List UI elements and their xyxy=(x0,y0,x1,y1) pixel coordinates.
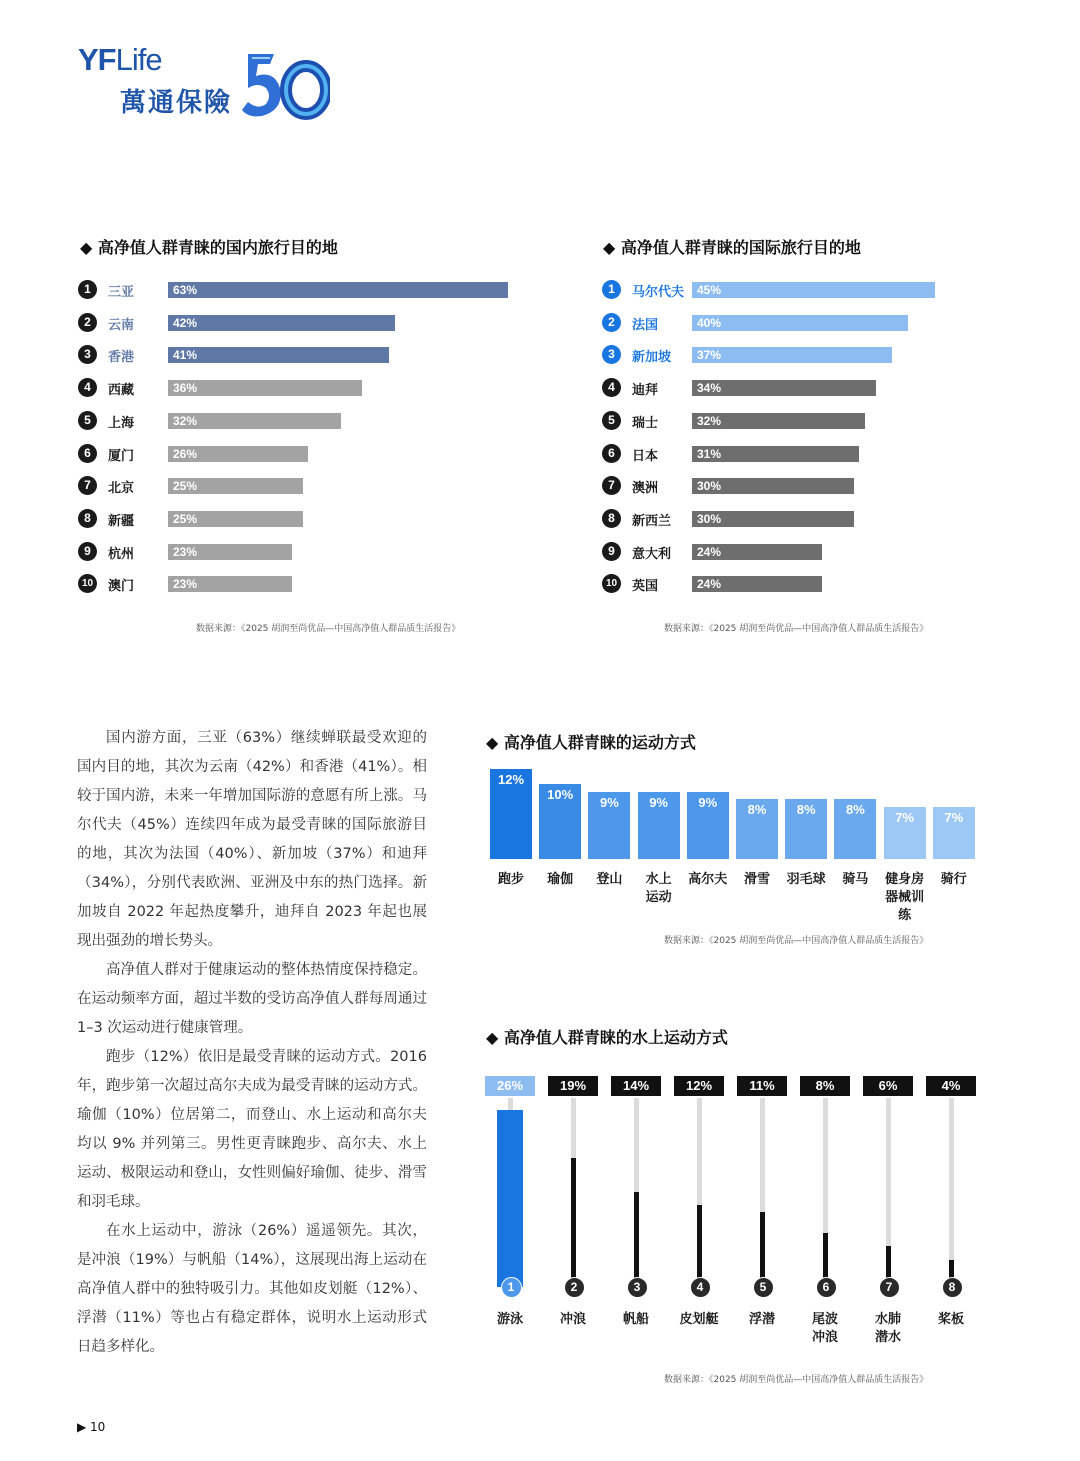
value-badge: 19% xyxy=(548,1076,598,1096)
bar xyxy=(571,1158,576,1287)
destination-label: 新西兰 xyxy=(632,513,672,529)
bar-value-label: 24% xyxy=(697,544,722,559)
rank-badge: 3 xyxy=(78,345,97,364)
bar-value-label: 9% xyxy=(698,794,718,810)
water-sport-label: 水肺 潜水 xyxy=(874,1312,901,1345)
rank-row xyxy=(78,540,518,564)
rank-badge: 4 xyxy=(78,378,97,397)
rank-row xyxy=(78,278,518,302)
destination-label: 新疆 xyxy=(108,513,135,529)
destination-label: 厦门 xyxy=(108,448,135,464)
bar-value-label: 45% xyxy=(697,283,722,297)
water-sport-label: 尾波 冲浪 xyxy=(811,1312,838,1345)
value-badge: 26% xyxy=(485,1076,535,1096)
bar-value-label: 7% xyxy=(895,809,914,825)
international-chart-title: ◆ 高净值人群青睐的国际旅行目的地 xyxy=(603,238,861,257)
bar-value-label: 63% xyxy=(173,283,198,297)
destination-label: 新加坡 xyxy=(632,350,672,366)
rank-badge: 8 xyxy=(942,1277,963,1298)
value-badge: 12% xyxy=(674,1076,724,1096)
paragraph: 在水上运动中，游泳（26%）遥遥领先。其次，是冲浪（19%）与帆船（14%），这展现出海上运动在高净值人群中的独特吸引力。其他如皮划艇（12%）、浮潜（11%）等也占有稳定群体，说明水上运动形式日趋多样化。 xyxy=(77,1223,427,1355)
water-chart-title: ◆ 高净值人群青睐的水上运动方式 xyxy=(486,1028,728,1047)
bar-value-label: 32% xyxy=(173,413,198,428)
domestic-source: 数据来源：《2025 胡润至尚优品—中国高净值人群品质生活报告》 xyxy=(196,624,461,634)
sport-label: 骑马 xyxy=(842,872,869,887)
international-source: 数据来源：《2025 胡润至尚优品—中国高净值人群品质生活报告》 xyxy=(664,624,929,634)
rank-row xyxy=(602,409,1042,433)
rank-badge: 2 xyxy=(564,1277,585,1298)
bar xyxy=(168,478,303,494)
value-badge: 14% xyxy=(611,1076,661,1096)
bar-value-label: 32% xyxy=(697,413,722,428)
rank-badge: 6 xyxy=(602,444,621,463)
bar-value-label: 34% xyxy=(697,381,722,396)
bar-value-label: 30% xyxy=(697,479,722,494)
bar-value-label: 8% xyxy=(747,802,767,817)
sport-bar xyxy=(933,807,975,860)
bar xyxy=(168,347,389,363)
rank-badge: 5 xyxy=(78,411,97,430)
bar xyxy=(692,511,854,527)
bar-value-label: 24% xyxy=(697,577,722,592)
destination-label: 北京 xyxy=(108,481,135,497)
rank-badge: 3 xyxy=(627,1277,648,1298)
rank-row xyxy=(78,507,518,531)
bar-value-label: 9% xyxy=(649,794,668,810)
bar xyxy=(692,478,854,494)
destination-label: 日本 xyxy=(632,448,659,464)
domestic-chart-title: ◆ 高净值人群青睐的国内旅行目的地 xyxy=(80,238,338,257)
bar-value-label: 37% xyxy=(697,348,722,363)
rank-badge: 7 xyxy=(602,476,621,495)
water-sport-label: 桨板 xyxy=(937,1312,964,1327)
rank-badge: 10 xyxy=(78,574,97,593)
rank-badge: 9 xyxy=(78,542,97,561)
sport-label: 水上 运动 xyxy=(645,872,672,905)
rank-row xyxy=(602,311,1042,335)
sports-chart-title: ◆ 高净值人群青睐的运动方式 xyxy=(486,733,696,752)
rank-row xyxy=(602,376,1042,400)
rank-row xyxy=(602,540,1042,564)
paragraph: 高净值人群对于健康运动的整体热情度保持稳定。在运动频率方面，超过半数的受访高净值人群每周通过 1–3 次运动进行健康管理。 xyxy=(77,962,427,1036)
bar-value-label: 8% xyxy=(796,802,816,817)
water-sport-label: 游泳 xyxy=(496,1312,523,1327)
bar-value-label: 10% xyxy=(547,787,574,802)
sport-label: 滑雪 xyxy=(743,872,770,887)
destination-label: 云南 xyxy=(108,317,135,333)
rank-badge: 3 xyxy=(602,345,621,364)
bar-value-label: 41% xyxy=(173,348,198,363)
rank-badge: 2 xyxy=(78,313,97,332)
bar xyxy=(692,413,865,429)
rank-badge: 1 xyxy=(602,280,621,299)
sport-bar xyxy=(638,792,680,860)
value-badge: 4% xyxy=(926,1076,976,1096)
sport-bar xyxy=(785,799,827,859)
rank-row xyxy=(78,474,518,498)
sport-bar xyxy=(834,799,876,859)
rank-badge: 10 xyxy=(602,574,621,593)
water-sport-label: 冲浪 xyxy=(559,1312,586,1327)
rank-badge: 1 xyxy=(78,280,97,299)
bar xyxy=(692,347,892,363)
rank-row xyxy=(78,343,518,367)
rank-badge: 6 xyxy=(78,444,97,463)
paragraph: 国内游方面，三亚（63%）继续蝉联最受欢迎的国内目的地，其次为云南（42%）和香港（41%）。相较于国内游，未来一年增加国际游的意愿有所上涨。马尔代夫（45%）连续四年成为最受青睐的国际旅游目的地，其次为法国（40%）、新加坡（37%）和迪拜（34%），分别代表欧洲、亚洲及中东的热门选择。新加坡自 2022 年起热度攀升，迪拜自 2023 年起也展现出强劲的增长势头。 xyxy=(77,730,427,949)
rank-row xyxy=(602,507,1042,531)
rank-badge: 8 xyxy=(602,509,621,528)
bar xyxy=(168,544,292,560)
rank-row xyxy=(602,442,1042,466)
value-badge: 6% xyxy=(863,1076,913,1096)
paragraph: 跑步（12%）依旧是最受青睐的运动方式。2016 年，跑步第一次超过高尔夫成为最受青睐的运动方式。瑜伽（10%）位居第二，而登山、水上运动和高尔夫均以 9% 并列第三。男性更青睐跑步、高尔夫、水上运动、极限运动和登山，女性则偏好瑜伽、徒步、滑雪和羽毛球。 xyxy=(77,1049,427,1210)
sport-label: 骑行 xyxy=(940,872,967,887)
sport-bar xyxy=(687,792,729,860)
bar xyxy=(168,380,362,396)
brand-logo-text: YFLife xyxy=(78,42,162,77)
destination-label: 英国 xyxy=(632,579,659,595)
bar xyxy=(168,282,508,298)
sport-label: 高尔夫 xyxy=(688,872,728,887)
water-sport-label: 皮划艇 xyxy=(679,1312,719,1327)
sport-label: 健身房 器械训练 xyxy=(885,872,925,923)
rank-row xyxy=(78,409,518,433)
sport-bar xyxy=(884,807,926,860)
rank-row xyxy=(78,442,518,466)
bar xyxy=(692,282,935,298)
rank-row xyxy=(78,572,518,596)
rank-badge: 4 xyxy=(602,378,621,397)
bar-value-label: 23% xyxy=(173,544,198,559)
bar xyxy=(697,1205,702,1287)
bar xyxy=(168,413,341,429)
sport-label: 登山 xyxy=(596,872,623,887)
bar-value-label: 36% xyxy=(173,381,198,396)
destination-label: 三亚 xyxy=(108,285,135,300)
bar-track xyxy=(949,1098,954,1287)
sport-label: 跑步 xyxy=(497,872,524,887)
bar xyxy=(692,380,876,396)
body-text xyxy=(77,724,427,1362)
brand-name-cn: 萬通保險 xyxy=(120,88,233,118)
bar xyxy=(760,1212,765,1287)
water-source: 数据来源：《2025 胡润至尚优品—中国高净值人群品质生活报告》 xyxy=(664,1375,929,1385)
destination-label: 澳门 xyxy=(108,579,135,595)
bar-value-label: 12% xyxy=(497,772,525,787)
page-number: ▶ 10 xyxy=(77,1420,106,1434)
bar xyxy=(497,1110,523,1287)
rank-badge: 6 xyxy=(816,1277,837,1298)
sports-source: 数据来源：《2025 胡润至尚优品—中国高净值人群品质生活报告》 xyxy=(664,936,929,946)
rank-badge: 5 xyxy=(602,411,621,430)
sport-bar xyxy=(588,792,630,860)
sport-label: 羽毛球 xyxy=(786,872,826,887)
destination-label: 西藏 xyxy=(108,383,135,399)
rank-row xyxy=(78,311,518,335)
anniversary-50-logo xyxy=(240,50,330,120)
sport-bar xyxy=(490,769,532,859)
destination-label: 马尔代夫 xyxy=(632,285,685,300)
bar xyxy=(692,576,822,592)
sport-label: 瑜伽 xyxy=(547,872,574,887)
rank-badge: 2 xyxy=(602,313,621,332)
rank-badge: 7 xyxy=(879,1277,900,1298)
bar-value-label: 25% xyxy=(173,511,198,526)
bar-value-label: 26% xyxy=(173,446,198,461)
rank-row xyxy=(78,376,518,400)
bar-value-label: 25% xyxy=(173,479,198,494)
bar-value-label: 23% xyxy=(173,577,198,592)
bar-value-label: 8% xyxy=(845,802,865,817)
destination-label: 上海 xyxy=(108,415,135,431)
destination-label: 澳洲 xyxy=(632,481,659,497)
bar xyxy=(168,315,395,331)
bar xyxy=(692,544,822,560)
bar xyxy=(168,446,308,462)
bar-value-label: 42% xyxy=(173,315,198,330)
destination-label: 迪拜 xyxy=(632,383,659,399)
bar xyxy=(692,446,859,462)
bar xyxy=(634,1192,639,1287)
sport-bar xyxy=(539,784,581,859)
sport-bar xyxy=(736,799,778,859)
rank-badge: 4 xyxy=(690,1277,711,1298)
destination-label: 法国 xyxy=(632,317,659,333)
rank-row xyxy=(602,343,1042,367)
rank-badge: 5 xyxy=(753,1277,774,1298)
bar-value-label: 7% xyxy=(944,809,964,825)
rank-badge: 7 xyxy=(78,476,97,495)
destination-label: 意大利 xyxy=(632,546,672,562)
bar xyxy=(692,315,908,331)
water-sport-label: 浮潜 xyxy=(748,1312,775,1327)
destination-label: 瑞士 xyxy=(632,415,659,431)
bar xyxy=(168,576,292,592)
value-badge: 8% xyxy=(800,1076,850,1096)
destination-label: 香港 xyxy=(108,350,135,366)
water-sport-label: 帆船 xyxy=(622,1312,649,1327)
destination-label: 杭州 xyxy=(108,546,135,562)
rank-row xyxy=(602,278,1042,302)
rank-row xyxy=(602,572,1042,596)
bar-value-label: 9% xyxy=(599,794,619,810)
rank-badge: 1 xyxy=(501,1277,522,1298)
page-number-value: 10 xyxy=(90,1420,106,1434)
bar-value-label: 30% xyxy=(697,511,722,526)
bar xyxy=(168,511,303,527)
rank-row xyxy=(602,474,1042,498)
bar-value-label: 31% xyxy=(697,446,722,461)
value-badge: 11% xyxy=(737,1076,787,1096)
rank-badge: 9 xyxy=(602,542,621,561)
bar-value-label: 40% xyxy=(697,315,722,330)
rank-badge: 8 xyxy=(78,509,97,528)
